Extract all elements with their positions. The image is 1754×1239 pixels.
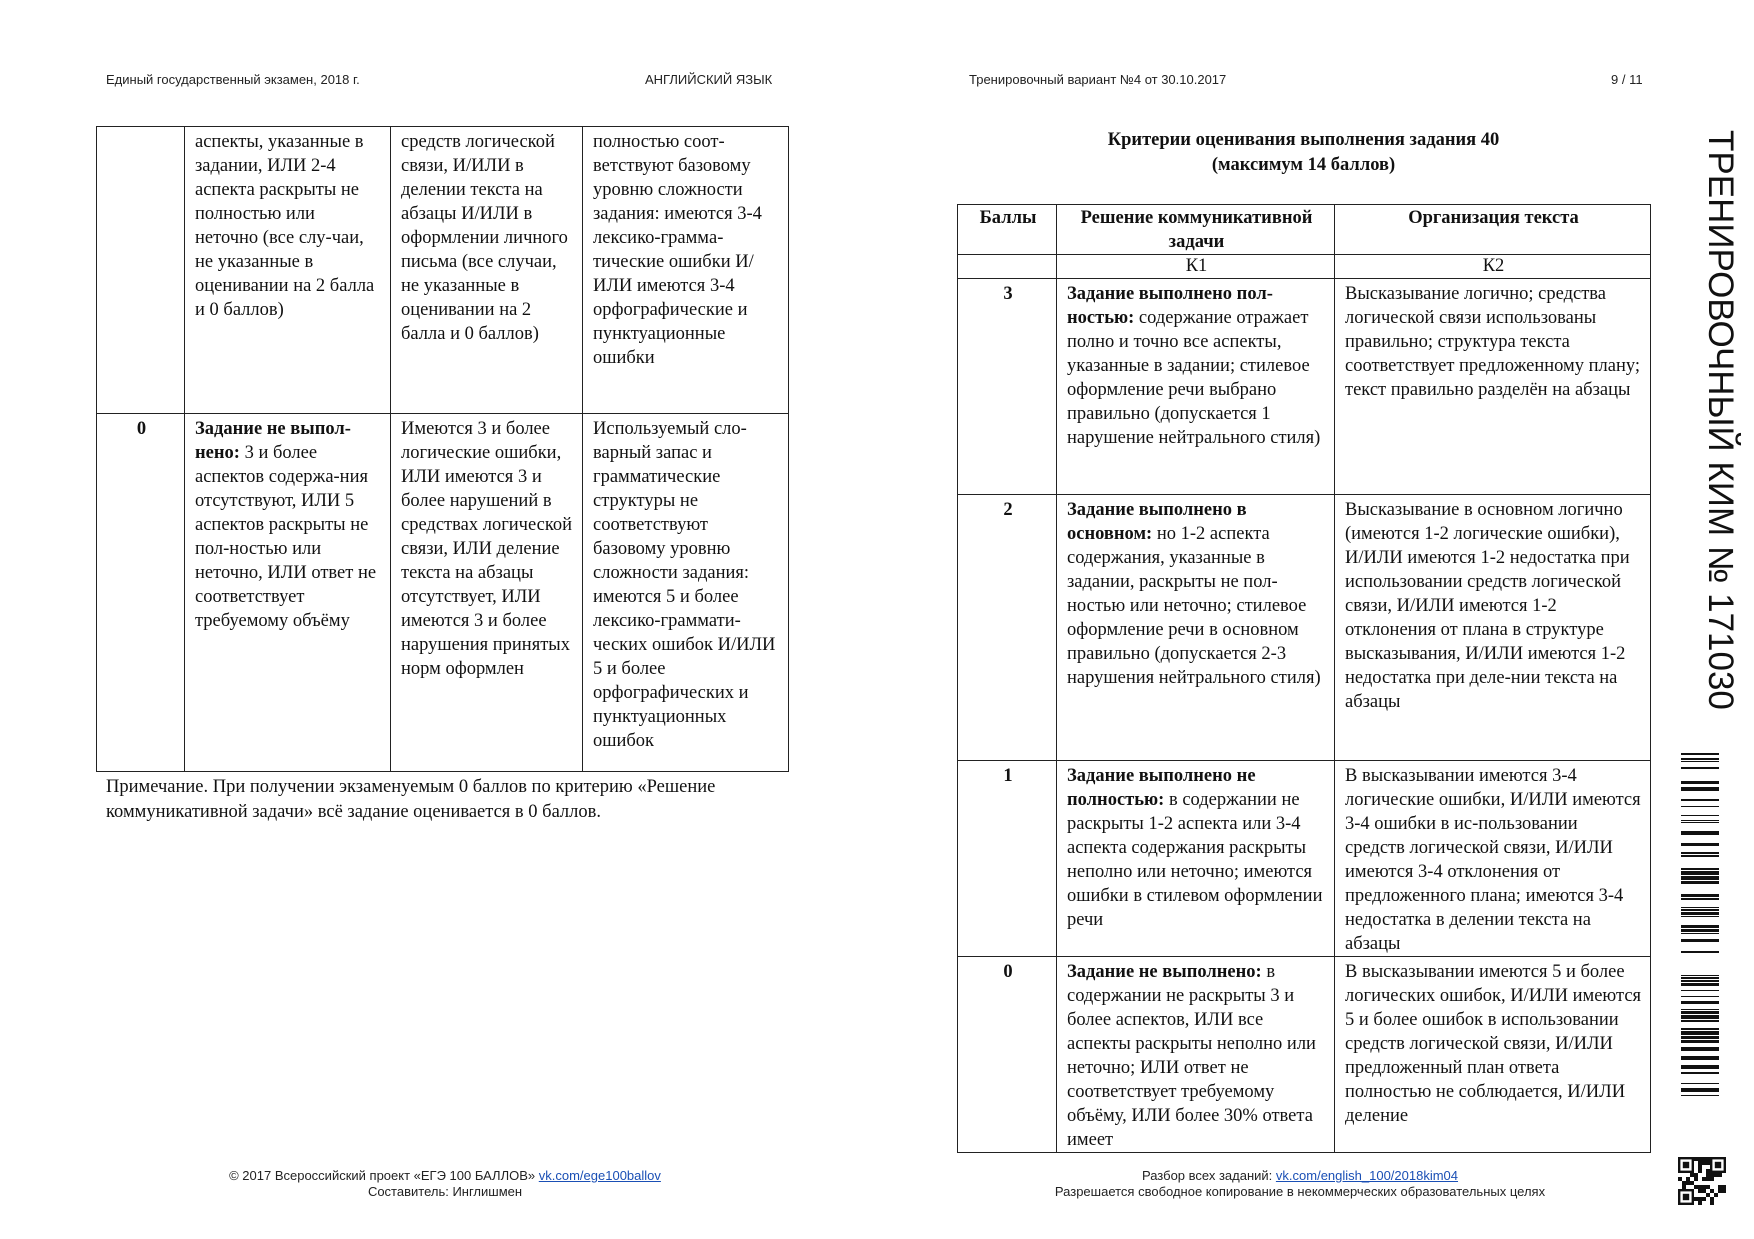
k1-code: К1	[1057, 255, 1335, 279]
footer-license: Разрешается свободное копирование в некоммерческих образовательных целях	[1054, 1184, 1546, 1199]
side-label-wrapper	[1660, 130, 1750, 730]
footer-right	[990, 1168, 1610, 1200]
empty-cell	[958, 255, 1057, 279]
table-row	[97, 127, 789, 414]
page-number: 9 / 11	[1611, 72, 1643, 87]
k1-bold-label: Задание не выполнено:	[1067, 962, 1262, 982]
subject-title: АНГЛИЙСКИЙ ЯЗЫК	[645, 72, 773, 87]
criteria-title-line2: (максимум 14 баллов)	[1211, 155, 1396, 175]
table-row	[958, 761, 1651, 957]
k1-text: в содержании не раскрыты 1-2 аспекта или 3-4 аспекта содержания раскрыты неполно или неточно; имеются ошибки в стилевом оформлении речи	[1067, 790, 1323, 930]
k1-text: содержание отражает полно и точно все аспекты, указанные в задании; стилевое оформление речи выбрано правильно (допускается 1 нарушение нейтрального стиля)	[1067, 308, 1321, 448]
k3-cell: Используемый сло-варный запас и грамматические структуры не соответствуют базовому уровню сложности задания: имеются 5 и более лексико-граммати-ческих ошибок И/ИЛИ 5 и более орфографических и пунктуационных ошибок	[583, 414, 789, 772]
k2-code: К2	[1335, 255, 1651, 279]
side-label: ТРЕНИРОВОЧНЫЙ КИМ № 171030	[1701, 130, 1740, 710]
score-cell: 1	[958, 761, 1057, 957]
criteria-table	[957, 204, 1651, 1153]
score-cell	[97, 127, 185, 414]
k1-cell: аспекты, указанные в задании, ИЛИ 2-4 аспекта раскрыты не полностью или неточно (все слу-чаи, не указанные в оценивании на 2 балла и 0 баллов)	[185, 127, 391, 414]
score-cell: 0	[97, 414, 185, 772]
k1-cell	[185, 414, 391, 772]
table-row	[958, 495, 1651, 761]
k1-text: но 1-2 аспекта содержания, указанные в задании, раскрыты не пол-ностью или неточно; стилевое оформление речи в основном правильно (допускается 2-3 нарушения нейтрального стиля)	[1067, 524, 1321, 688]
header-score: Баллы	[958, 205, 1057, 255]
k1-cell	[1057, 957, 1335, 1153]
k1-bold-label: Задание выполнено пол-ностью:	[1067, 284, 1273, 328]
footer-copyright: © 2017 Всероссийский проект «ЕГЭ 100 БАЛЛОВ»	[229, 1168, 536, 1183]
k1-cell	[1057, 279, 1335, 495]
exam-title: Единый государственный экзамен, 2018 г.	[106, 72, 360, 87]
score-cell: 0	[958, 957, 1057, 1153]
criteria-table-continued	[96, 126, 789, 772]
score-cell: 3	[958, 279, 1057, 495]
code-row	[958, 255, 1651, 279]
table-row	[958, 279, 1651, 495]
k2-cell: Имеются 3 и более логические ошибки, ИЛИ имеются 3 и более нарушений в средствах логической связи, ИЛИ деление текста на абзацы отсутствует, ИЛИ имеются 3 и более нарушения принятых норм оформлен	[391, 414, 583, 772]
k3-cell: полностью соот-ветствуют базовому уровню сложности задания: имеются 3-4 лексико-граммa-тические ошибки И/ИЛИ имеются 3-4 орфографические и пунктуационные ошибки	[583, 127, 789, 414]
score-cell: 2	[958, 495, 1057, 761]
k2-cell: средств логической связи, И/ИЛИ в делении текста на абзацы И/ИЛИ в оформлении личного письма (все случаи, не указанные в оценивании на 2 балла и 0 баллов)	[391, 127, 583, 414]
criteria-title	[957, 128, 1650, 178]
k2-cell: Высказывание в основном логично (имеются 1-2 логические ошибки), И/ИЛИ имеются 1-2 недостатка при использовании средств логической связи, И/ИЛИ имеются 1-2 отклонения от плана в структуре высказывания, И/ИЛИ имеются 1-2 недостатка при деле-нии текста на абзацы	[1335, 495, 1651, 761]
footer-analysis-label: Разбор всех заданий:	[1141, 1168, 1273, 1183]
k1-bold-label: Задание не выпол-нено:	[195, 419, 351, 463]
k2-cell: В высказывании имеются 5 и более логических ошибок, И/ИЛИ имеются 5 и более ошибок в использовании средств логической связи, И/ИЛИ предложенный план ответа полностью не соблюдается, И/ИЛИ деление	[1335, 957, 1651, 1153]
table-row	[97, 414, 789, 772]
k1-text: 3 и более аспектов содержа-ния отсутствуют, ИЛИ 5 аспектов раскрыты не пол-ностью или неточно, ИЛИ ответ не соответствует требуемому объёму	[195, 443, 377, 631]
footer-left	[180, 1168, 710, 1200]
footer-author: Составитель: Инглишмен	[367, 1184, 523, 1199]
k2-cell: В высказывании имеются 3-4 логические ошибки, И/ИЛИ имеются 3-4 ошибки в ис-пользовании средств логической связи, И/ИЛИ имеются 3-4 отклонения от предложенного плана; имеются 3-4 недостатка в делении текста на абзацы	[1335, 761, 1651, 957]
table-row	[958, 957, 1651, 1153]
variant-title: Тренировочный вариант №4 от 30.10.2017	[969, 72, 1227, 87]
criteria-title-line1: Критерии оценивания выполнения задания 40	[1107, 130, 1500, 150]
header-k2: Организация текста	[1335, 205, 1651, 255]
k1-cell	[1057, 761, 1335, 957]
footer-right-link[interactable]: vk.com/english_100/2018kim04	[1275, 1168, 1459, 1183]
note-text: Примечание. При получении экзаменуемым 0 баллов по критерию «Решение коммуникативной задачи» всё задание оценивается в 0 баллов.	[106, 777, 716, 822]
footer-left-link[interactable]: vk.com/ege100ballov	[538, 1168, 661, 1183]
k2-cell: Высказывание логично; средства логической связи использованы правильно; структура текста соответствует предложенному плану; текст правильно разделён на абзацы	[1335, 279, 1651, 495]
k1-cell	[1057, 495, 1335, 761]
k1-bold-label: Задание выполнено в основном:	[1067, 500, 1247, 544]
k1-bold-label: Задание выполнено не полностью:	[1067, 766, 1256, 810]
header-k1: Решение коммуникативной задачи	[1057, 205, 1335, 255]
k1-text: в содержании не раскрыты 3 и более аспектов, ИЛИ все аспекты раскрыты неполно или неточно; ИЛИ ответ не соответствует требуемому объёму, ИЛИ более 30% ответа имеет	[1067, 962, 1316, 1150]
qr-code-icon	[1678, 1157, 1726, 1205]
barcode-icon	[1681, 753, 1719, 1097]
header-row	[958, 205, 1651, 255]
